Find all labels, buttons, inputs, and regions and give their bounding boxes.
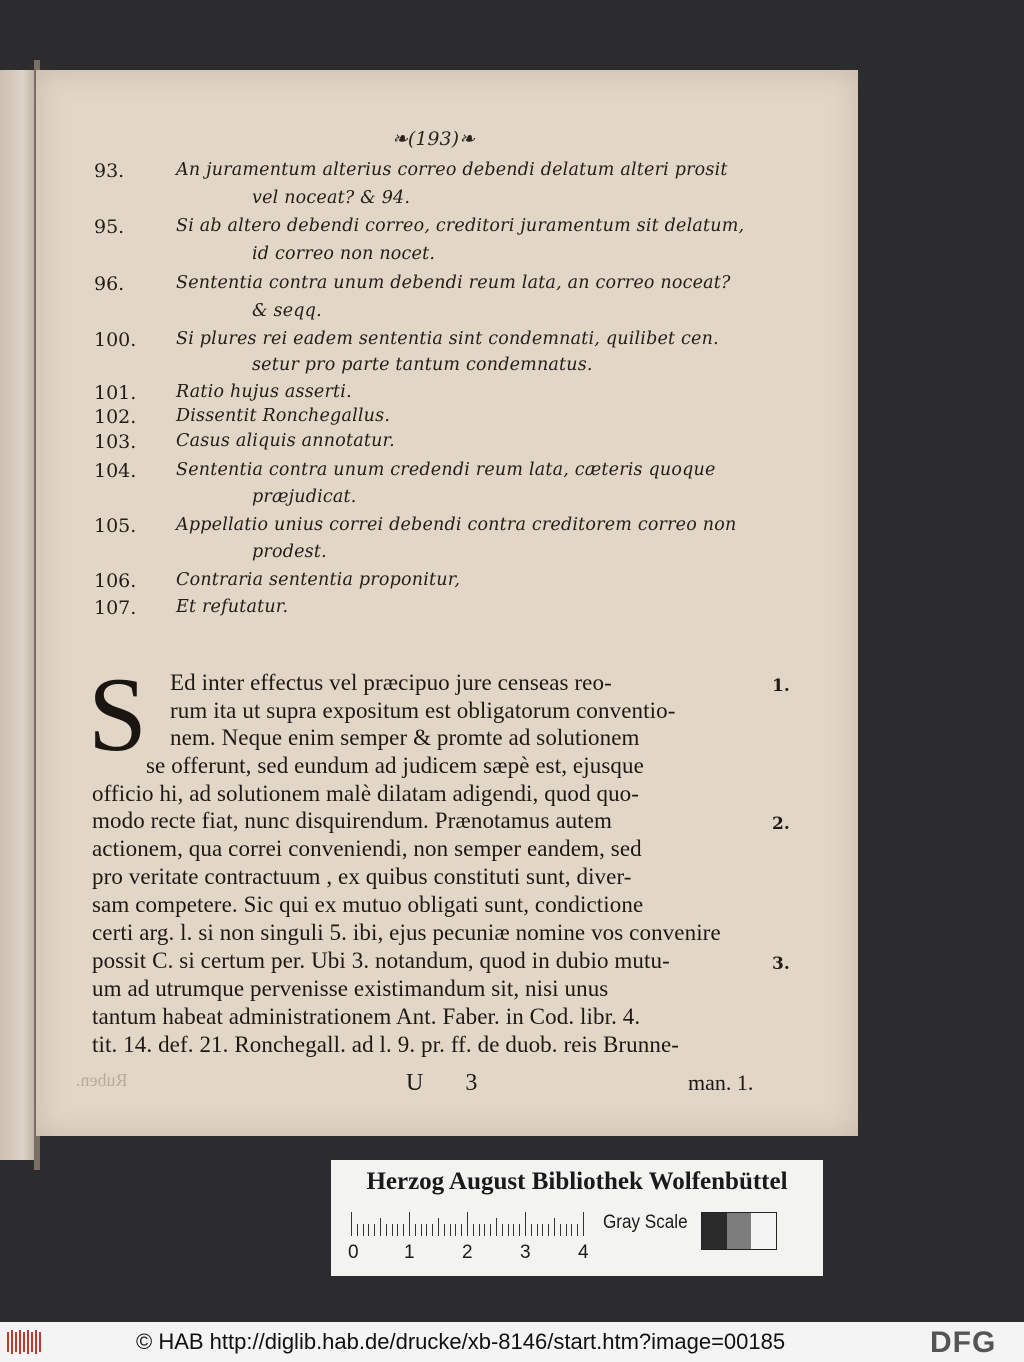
list-item-continued xyxy=(36,487,858,515)
text-line: officio hi, ad solutionem malè dilatam adigendi, quod quo- xyxy=(92,781,640,806)
ruler-tick xyxy=(560,1224,561,1236)
gray-mid xyxy=(727,1213,752,1249)
ruler-tick xyxy=(426,1224,427,1236)
item-number: 102. xyxy=(94,406,137,428)
list-item-continued xyxy=(36,301,858,329)
list-item xyxy=(36,431,858,459)
scale-ruler xyxy=(351,1212,591,1236)
list-item xyxy=(36,460,858,488)
text-line: sam competere. Sic qui ex mutuo obligati sunt, condictione xyxy=(92,892,644,917)
text-line: Ed inter effectus vel præcipuo jure censeas reo- xyxy=(170,670,612,695)
ruler-tick xyxy=(357,1224,358,1236)
signature-mark: U 3 xyxy=(406,1070,496,1096)
gray-light xyxy=(751,1213,776,1249)
page-header: ❧(193)❧ xyxy=(392,128,475,150)
item-number: 100. xyxy=(94,329,137,351)
list-item-continued xyxy=(36,244,858,272)
text-line: nem. Neque enim semper & promte ad solutionem xyxy=(170,725,640,750)
dfg-logo: DFG xyxy=(930,1326,997,1359)
item-number: 107. xyxy=(94,597,137,619)
ruler-tick xyxy=(380,1218,381,1236)
item-text-continued: id correo non nocet. xyxy=(252,244,436,264)
ruler-tick xyxy=(525,1212,526,1236)
list-item xyxy=(36,329,858,357)
text-line: modo recte fiat, nunc disquirendum. Prænotamus autem xyxy=(92,808,613,833)
library-name: Herzog August Bibliothek Wolfenbüttel xyxy=(366,1168,788,1195)
text-line: um ad utrumque pervenisse existimandum sit, nisi unus xyxy=(92,976,609,1001)
item-text: Dissentit Ronchegallus. xyxy=(176,406,391,426)
text-line: rum ita ut supra expositum est obligatorum conventio- xyxy=(170,698,676,723)
margin-number: 2. xyxy=(772,814,790,834)
list-item-continued xyxy=(36,355,858,383)
item-number: 103. xyxy=(94,431,137,453)
item-text-continued: vel noceat? & 94. xyxy=(252,188,411,208)
ruler-tick xyxy=(519,1224,520,1236)
catchword: man. 1. xyxy=(688,1070,754,1095)
barcode-icon xyxy=(6,1328,46,1356)
ruler-tick xyxy=(542,1224,543,1236)
item-text-continued: setur pro parte tantum condemnatus. xyxy=(252,355,593,375)
ruler-tick xyxy=(566,1224,567,1236)
ruler-tick xyxy=(444,1224,445,1236)
item-text: Sententia contra unum debendi reum lata, an correo noceat? xyxy=(176,273,731,293)
ruler-tick xyxy=(397,1224,398,1236)
ruler-tick xyxy=(473,1224,474,1236)
ruler-tick xyxy=(421,1224,422,1236)
ruler-tick xyxy=(403,1224,404,1236)
ruler-number: 0 xyxy=(348,1242,359,1263)
gray-scale-swatch xyxy=(701,1212,777,1250)
text-line: se offerunt, sed eundum ad judicem sæpè est, ejusque xyxy=(146,753,644,778)
item-text-continued: prodest. xyxy=(252,542,327,562)
text-line: possit C. si certum per. Ubi 3. notandum, quod in dubio mutu- xyxy=(92,948,670,973)
item-number: 106. xyxy=(94,570,137,592)
ruler-tick xyxy=(467,1212,468,1236)
item-number: 96. xyxy=(94,273,125,295)
text-line: pro veritate contractuum , ex quibus constituti sunt, diver- xyxy=(92,864,632,889)
ruler-tick xyxy=(363,1224,364,1236)
ruler-tick xyxy=(392,1224,393,1236)
list-item xyxy=(36,570,858,598)
ruler-tick xyxy=(409,1212,410,1236)
ruler-tick xyxy=(432,1224,433,1236)
book-page xyxy=(36,70,858,1136)
ruler-tick xyxy=(513,1224,514,1236)
item-text: Si plures rei eadem sententia sint condemnati, quilibet cen. xyxy=(176,329,719,349)
list-item xyxy=(36,597,858,625)
item-text: An juramentum alterius correo debendi delatum alteri prosit xyxy=(176,160,728,180)
ruler-tick xyxy=(508,1224,509,1236)
footer-bar xyxy=(0,1322,1024,1362)
text-line: certi arg. l. si non singuli 5. ibi, ejus pecuniæ nomine vos convenire xyxy=(92,920,721,945)
ruler-tick xyxy=(531,1224,532,1236)
list-item-continued xyxy=(36,188,858,216)
ruler-tick xyxy=(548,1224,549,1236)
ruler-number: 1 xyxy=(404,1242,415,1263)
list-item xyxy=(36,160,858,188)
ruler-tick xyxy=(479,1224,480,1236)
item-text-continued: & seqq. xyxy=(252,301,322,321)
text-line: tit. 14. def. 21. Ronchegall. ad l. 9. pr. ff. de duob. reis Brunne- xyxy=(92,1032,680,1057)
ruler-tick xyxy=(490,1224,491,1236)
drop-cap: S xyxy=(88,656,147,773)
ruler-tick xyxy=(554,1218,555,1236)
ruler-tick xyxy=(502,1224,503,1236)
gray-dark xyxy=(702,1213,727,1249)
ruler-tick xyxy=(484,1224,485,1236)
ruler-tick xyxy=(537,1224,538,1236)
gray-scale-label: Gray Scale xyxy=(603,1212,688,1233)
ruler-tick xyxy=(571,1224,572,1236)
ruler-tick xyxy=(461,1224,462,1236)
list-item-continued xyxy=(36,542,858,570)
previous-page-edge xyxy=(0,70,38,1160)
item-number: 104. xyxy=(94,460,137,482)
item-text: Et refutatur. xyxy=(176,597,289,617)
margin-number: 1. xyxy=(772,676,790,696)
item-number: 95. xyxy=(94,216,125,238)
item-text: Casus aliquis annotatur. xyxy=(176,431,395,451)
item-text: Ratio hujus asserti. xyxy=(176,382,352,402)
ruler-tick xyxy=(455,1224,456,1236)
item-number: 105. xyxy=(94,515,137,537)
ruler-tick xyxy=(577,1224,578,1236)
ruler-tick xyxy=(368,1224,369,1236)
bleed-through-text: Ruben. xyxy=(76,1070,128,1090)
ruler-tick xyxy=(496,1218,497,1236)
list-item xyxy=(36,216,858,244)
ruler-tick xyxy=(374,1224,375,1236)
copyright-link[interactable]: © HAB http://diglib.hab.de/drucke/xb-8146/start.htm?image=00185 xyxy=(136,1329,786,1354)
list-item xyxy=(36,406,858,434)
ruler-tick xyxy=(450,1224,451,1236)
ruler-number: 2 xyxy=(462,1242,473,1263)
text-line: actionem, qua correi conveniendi, non semper eandem, sed xyxy=(92,836,642,861)
ruler-tick xyxy=(438,1218,439,1236)
item-number: 101. xyxy=(94,382,137,404)
library-label xyxy=(331,1160,823,1276)
item-text: Si ab altero debendi correo, creditori juramentum sit delatum, xyxy=(176,216,745,236)
item-text-continued: præjudicat. xyxy=(252,487,357,507)
ruler-tick xyxy=(351,1212,352,1236)
ruler-tick xyxy=(583,1212,584,1236)
ruler-number: 4 xyxy=(578,1242,589,1263)
margin-number: 3. xyxy=(772,954,790,974)
item-text: Appellatio unius correi debendi contra creditorem correo non xyxy=(176,515,737,535)
text-line: tantum habeat administrationem Ant. Faber. in Cod. libr. 4. xyxy=(92,1004,641,1029)
ruler-number: 3 xyxy=(520,1242,531,1263)
list-item xyxy=(36,515,858,543)
ruler-tick xyxy=(415,1224,416,1236)
list-item xyxy=(36,273,858,301)
ruler-tick xyxy=(386,1224,387,1236)
item-text: Sententia contra unum credendi reum lata, cæteris quoque xyxy=(176,460,716,480)
item-text: Contraria sententia proponitur, xyxy=(176,570,461,590)
item-number: 93. xyxy=(94,160,125,182)
